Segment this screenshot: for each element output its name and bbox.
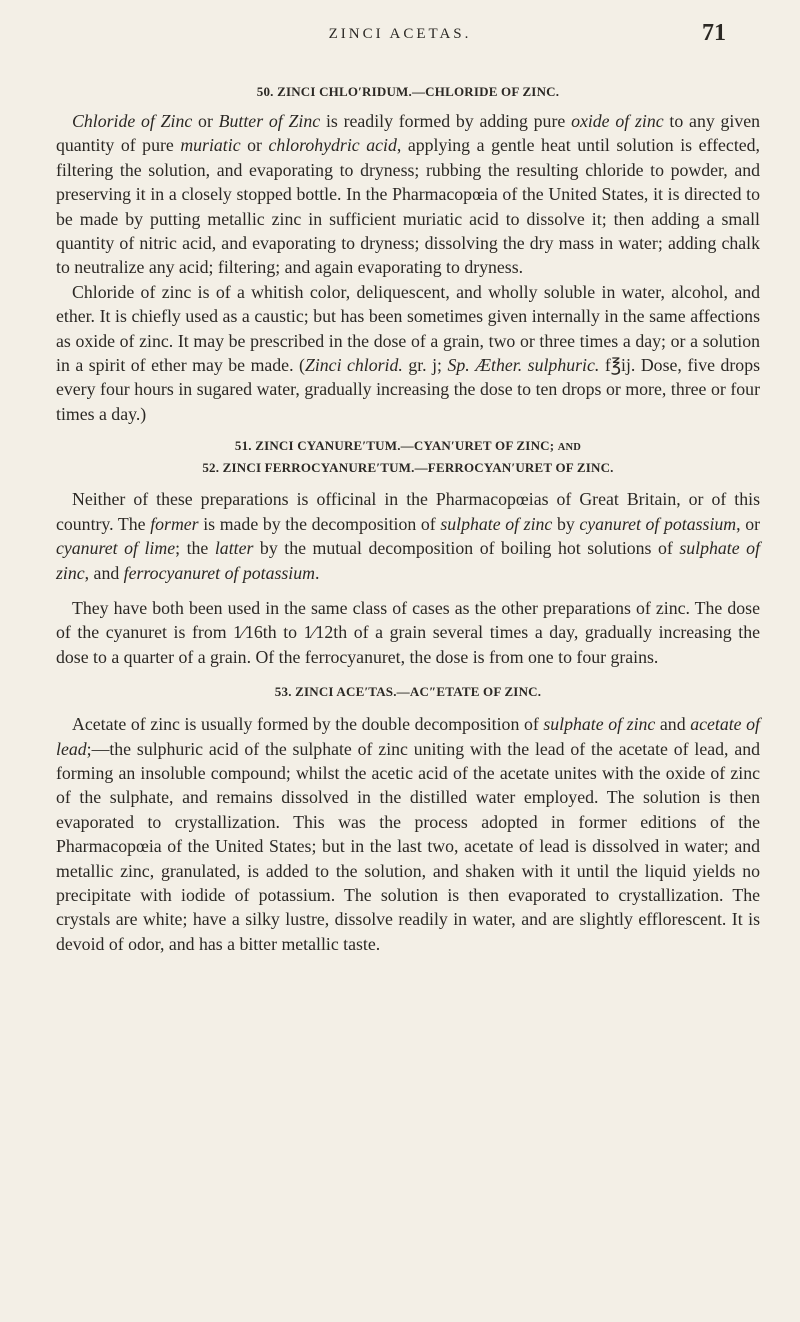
emphasis: latter — [214, 538, 254, 559]
emphasis: sulphate of zinc — [543, 714, 656, 735]
emphasis: chlorohydric acid — [268, 135, 397, 156]
running-title: ZINCI ACETAS. — [328, 26, 472, 42]
emphasis: Sp. Æther. sulphuric. — [447, 355, 600, 376]
text: and — [655, 714, 691, 735]
text: ; the — [175, 538, 215, 559]
text: ;—the sulphuric acid of the sulphate of zinc uniting with the lead of the acetate of lead, and forming an insoluble compound; whilst the acetic acid of the acetate unites with the oxide of zinc of the sulphate, and remains dissolved in the distilled water employed. The solution is then evaporated to crystallization. This was the process adopted in former editions of the Pharmacopœia of the United States; but in the last two, acetate of lead is dissolved in water; and metallic zinc, granulated, is added to the solution, and shaken with it until the liquid yields no precipitate with iodide of potassium. The solution is then evaporated to crystallization. The crystals are white; have a silky lustre, dissolve readily in water, and are slightly efflorescent. It is devoid of odor, and has a bitter metallic taste. — [56, 738, 760, 954]
text: to any given quantity of pure — [56, 111, 761, 156]
text: Chloride of zinc is of a whitish color, deliquescent, and wholly soluble in water, alcohol, and ether. It is chiefly used as a caustic; but has been sometimes given internally in the same affections as oxide of zinc. It may be prescribed in the dose of a grain, two or three times a day; or a solution in a spirit of ether may be made. ( — [56, 281, 760, 376]
text: , or — [736, 513, 761, 534]
text: , and — [84, 562, 124, 583]
section-50-paragraph-1 — [56, 109, 760, 280]
text: is made by the decomposition of — [198, 513, 441, 534]
section-51-paragraph-2: They have both been used in the same class of cases as the other preparations of zinc. The dose of the cyanuret is from 1⁄16th to 1⁄12th of a grain several times a day, gradually increasing the dose to a quarter of a grain. Of the ferrocyanuret, the dose is from one to four grains. — [56, 597, 760, 667]
emphasis: Chloride of Zinc — [72, 111, 193, 131]
text: or — [192, 111, 219, 131]
emphasis: muriatic — [180, 135, 241, 156]
text: gr. j; — [402, 355, 448, 376]
emphasis: cyanuret of potassium — [579, 513, 737, 534]
page-content — [56, 84, 760, 956]
text: by — [552, 513, 580, 534]
heading-conjunction: AND — [557, 442, 582, 454]
text: , applying a gentle heat until solution is effected, filtering the solution, and evaporating to dryness; rubbing the resulting chloride to powder, and preserving it in a closely stopped bottle. In the Pharmacopœia of the United States, it is directed to be made by putting metallic zinc in sufficient muriatic acid to dissolve it; then adding a small quantity of nitric acid, and evaporating to dryness; dissolving the dry mass in water; adding chalk to neutralize any acid; filtering; and again evaporating to dryness. — [56, 135, 760, 278]
text: . — [314, 562, 320, 583]
heading-text: 51. ZINCI CYANURE′TUM.—CYAN′URET OF ZINC; — [234, 438, 558, 454]
text: f℥ij. Dose, five drops every four hours in sugared water, gradually increasing the dose to ten drops or more, three or four times a day.) — [56, 355, 761, 424]
emphasis: cyanuret of lime — [56, 538, 176, 559]
emphasis: acetate of lead — [56, 714, 760, 759]
text: is readily formed by adding pure — [320, 111, 572, 131]
text: Acetate of zinc is usually formed by the double decomposition of — [72, 714, 544, 735]
section-53-heading: 53. ZINCI ACE′TAS.—AC″ETATE OF ZINC. — [274, 684, 542, 700]
emphasis: Zinci chlorid. — [304, 355, 403, 376]
text: Neither of these preparations is officinal in the Pharmacopœias of Great Britain, or of this country. The — [56, 489, 760, 534]
section-52-heading: 52. ZINCI FERROCYANURE′TUM.—FERROCYAN′URET OF ZINC. — [202, 460, 614, 476]
emphasis: former — [150, 513, 199, 534]
section-51-heading — [56, 438, 760, 454]
section-53-paragraph-1 — [56, 712, 760, 956]
emphasis: Butter of Zinc — [218, 111, 321, 131]
emphasis: sulphate of zinc — [440, 513, 553, 534]
section-50-paragraph-2 — [56, 280, 760, 426]
section-50-heading: 50. ZINCI CHLO′RIDUM.—CHLORIDE OF ZINC. — [256, 84, 560, 99]
text: or — [240, 135, 269, 156]
emphasis: oxide of zinc — [571, 111, 664, 131]
text: by the mutual decomposition of boiling hot solutions of — [253, 538, 680, 559]
running-head — [0, 20, 800, 52]
page-number: 71 — [702, 20, 726, 46]
section-51-paragraph-1 — [56, 487, 760, 585]
emphasis: ferrocyanuret of potassium — [123, 562, 315, 583]
emphasis: sulphate of zinc — [56, 538, 761, 583]
